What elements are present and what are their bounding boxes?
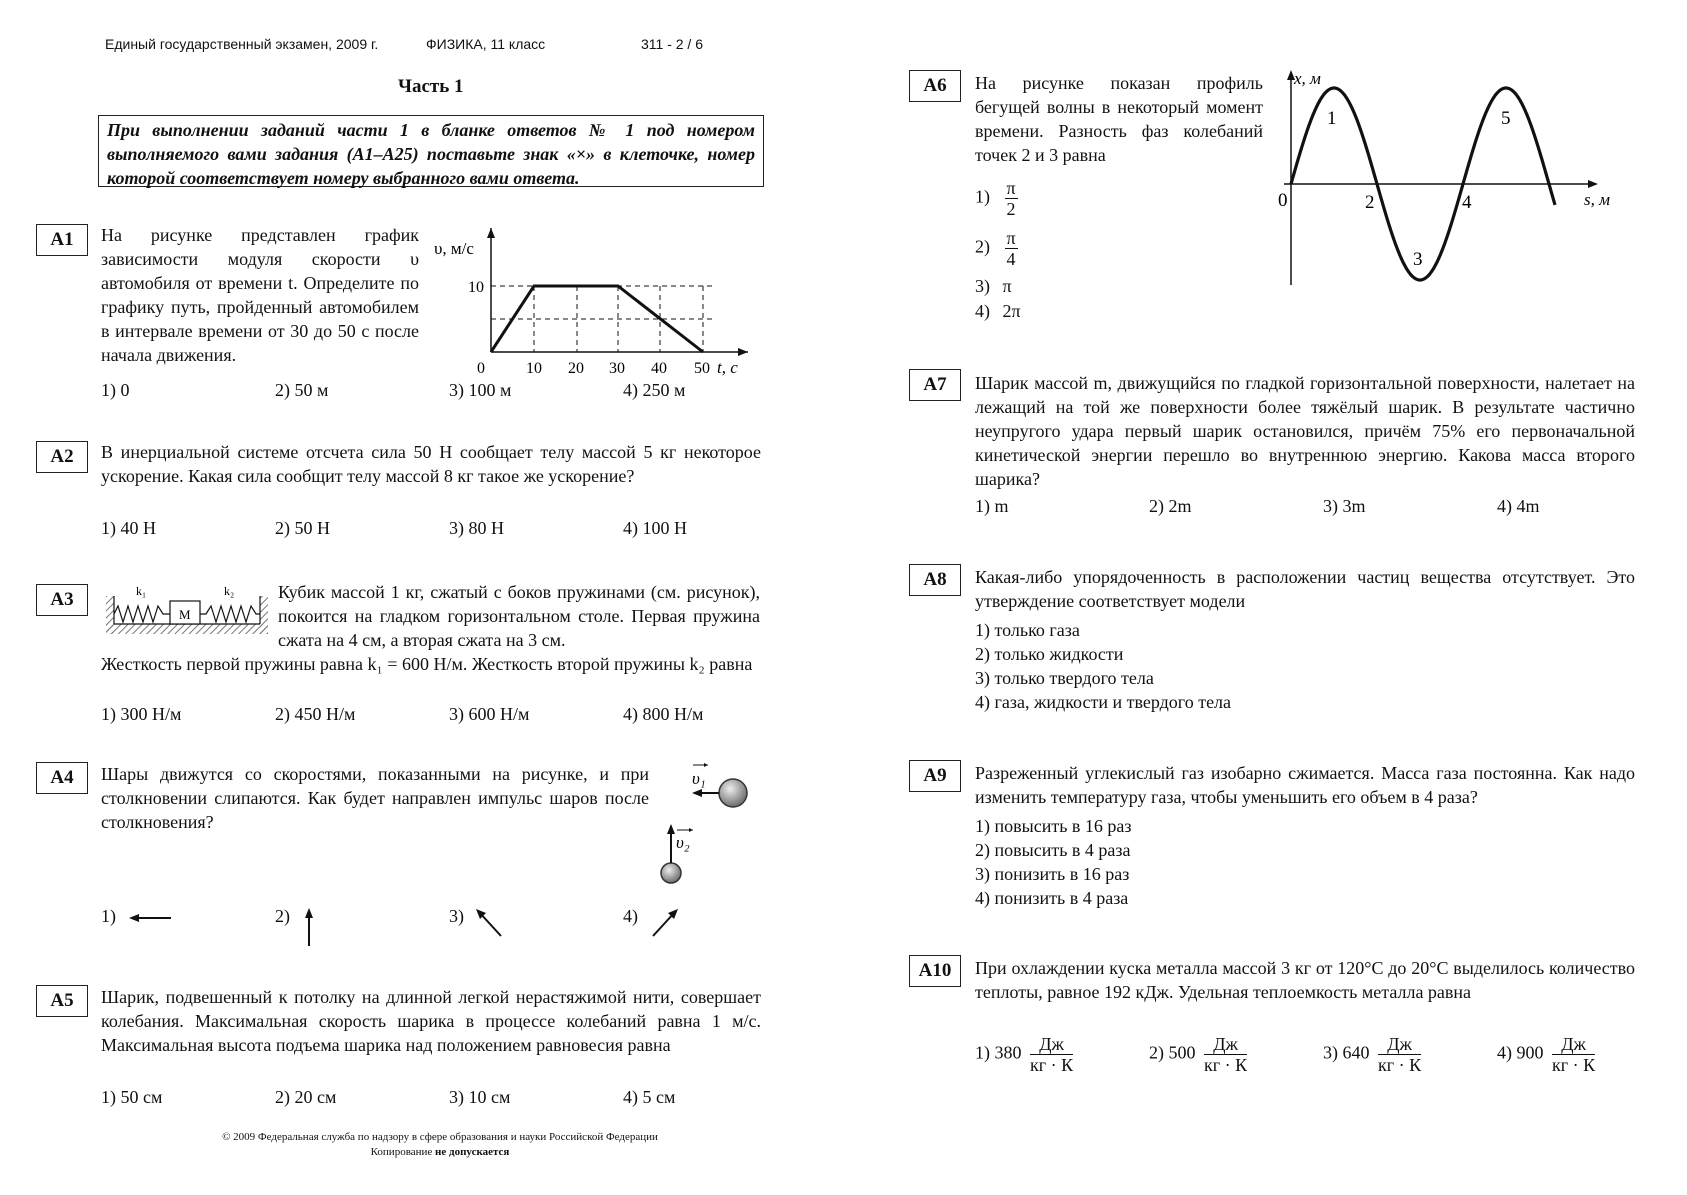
unit-fraction: $\frac{Дж}{кг \cdot К}$ bbox=[1030, 1034, 1074, 1075]
option-a10-3[interactable] bbox=[1323, 1034, 1421, 1075]
question-label-a6: А6 bbox=[909, 70, 961, 102]
footer-copy-bold: не допускается bbox=[435, 1146, 510, 1158]
question-label-a5: А5 bbox=[36, 985, 88, 1017]
option-number: 4) bbox=[975, 301, 990, 321]
option-a7-3[interactable]: 3) 3m bbox=[1323, 496, 1366, 516]
question-text-a4: Шары движутся со скоростями, показанными на рисунке, и при столкновении слипаются. Как будет направлен импульс шаров после столкновения? bbox=[101, 764, 649, 832]
question-text-a7: Шарик массой m, движущийся по гладкой горизонтальной поверхности, налетает на лежащий на той же поверхности более тяжёлый шарик. В результате частично неупругого удара первый шарик остановился, причём 75% его первоначальной кинетической энергии перешло во внутреннюю энергию. Какова масса второго шарика? bbox=[975, 373, 1635, 489]
arrow-up-left-icon bbox=[473, 906, 507, 940]
question-label-a10: А10 bbox=[909, 955, 961, 987]
graph-xtick: 30 bbox=[609, 360, 625, 377]
option-a5-1[interactable]: 1) 50 см bbox=[101, 1087, 163, 1107]
graph-xtick: 10 bbox=[526, 360, 542, 377]
option-value: 1) 380 bbox=[975, 1042, 1022, 1063]
option-a6-4[interactable]: 4) 2π bbox=[975, 301, 1021, 321]
unit-fraction: $\frac{Дж}{кг \cdot К}$ bbox=[1204, 1034, 1248, 1075]
springs-figure bbox=[104, 584, 270, 636]
option-number: 3) bbox=[975, 276, 990, 296]
question-text-a2: В инерциальной системе отсчета сила 50 Н сообщает телу массой 5 кг некоторое ускорение. Какая сила сообщит телу массой 8 кг такое же ускорение? bbox=[101, 442, 761, 486]
option-number: 4) bbox=[623, 906, 638, 926]
wave-point-5: 5 bbox=[1501, 108, 1511, 129]
option-number: 1) bbox=[101, 906, 116, 926]
arrow-up-right-icon bbox=[647, 906, 681, 940]
option-a4-3[interactable] bbox=[449, 906, 507, 940]
option-a3-2[interactable]: 2) 450 Н/м bbox=[275, 704, 356, 724]
option-a6-2[interactable] bbox=[975, 228, 1018, 269]
option-a9-2[interactable]: 2) повысить в 4 раза bbox=[975, 840, 1131, 860]
option-value: 3) 640 bbox=[1323, 1042, 1370, 1063]
footer-copy-note: Копирование не допускается bbox=[370, 1146, 510, 1158]
question-text-a6: На рисунке показан профиль бегущей волны в некоторый момент времени. Разность фаз колебаний точек 2 и 3 равна bbox=[975, 73, 1263, 165]
option-a5-3[interactable]: 3) 10 см bbox=[449, 1087, 511, 1107]
option-a9-3[interactable]: 3) понизить в 16 раз bbox=[975, 864, 1130, 884]
graph-xtick: 40 bbox=[651, 360, 667, 377]
option-a7-1[interactable]: 1) m bbox=[975, 496, 1009, 516]
fraction: $\frac{\pi}{4}$ bbox=[1006, 228, 1016, 269]
option-a9-4[interactable]: 4) понизить в 4 раза bbox=[975, 888, 1129, 908]
option-a3-4[interactable]: 4) 800 Н/м bbox=[623, 704, 704, 724]
graph-xtick: 50 bbox=[694, 360, 710, 377]
header-subject: ФИЗИКА, 11 класс bbox=[426, 36, 546, 52]
part-title: Часть 1 bbox=[398, 76, 464, 97]
graph-xtick: 20 bbox=[568, 360, 584, 377]
question-label-a4: А4 bbox=[36, 762, 88, 794]
option-a10-2[interactable] bbox=[1149, 1034, 1247, 1075]
velocity-v1-label: υ₁ bbox=[692, 769, 706, 788]
option-a4-4[interactable] bbox=[623, 906, 681, 940]
option-a1-1[interactable]: 1) 0 bbox=[101, 380, 130, 400]
wave-profile-graph bbox=[1268, 66, 1628, 291]
option-a1-4[interactable]: 4) 250 м bbox=[623, 380, 686, 400]
velocity-v2-label: υ₂ bbox=[676, 833, 690, 852]
wave-point-4: 4 bbox=[1462, 192, 1472, 213]
question-label-a7: А7 bbox=[909, 369, 961, 401]
header-exam: Единый государственный экзамен, 2009 г. bbox=[105, 36, 379, 52]
option-a2-1[interactable]: 1) 40 Н bbox=[101, 518, 156, 538]
graph-ytick: 10 bbox=[468, 279, 484, 296]
question-text-a10: При охлаждении куска металла массой 3 кг от 120°С до 20°С выделилось количество теплоты, равное 192 кДж. Удельная теплоемкость металла равна bbox=[975, 958, 1635, 1002]
colliding-balls-figure bbox=[648, 758, 763, 894]
option-a6-3[interactable]: 3) π bbox=[975, 276, 1012, 296]
option-a2-2[interactable]: 2) 50 Н bbox=[275, 518, 330, 538]
spring-k1-label: k₁ bbox=[136, 584, 147, 598]
option-a7-4[interactable]: 4) 4m bbox=[1497, 496, 1540, 516]
option-number: 2) bbox=[275, 906, 290, 926]
option-a3-3[interactable]: 3) 600 Н/м bbox=[449, 704, 530, 724]
option-a6-1[interactable] bbox=[975, 178, 1018, 219]
option-a4-2[interactable] bbox=[275, 906, 319, 948]
option-number: 3) bbox=[449, 906, 464, 926]
option-a5-2[interactable]: 2) 20 см bbox=[275, 1087, 337, 1107]
question-text-a3-cont: Жесткость первой пружины равна k₁ = 600 Н/м. Жесткость второй пружины k₂ равна bbox=[101, 654, 753, 674]
option-a1-2[interactable]: 2) 50 м bbox=[275, 380, 329, 400]
option-a8-1[interactable]: 1) только газа bbox=[975, 620, 1080, 640]
question-label-a9: А9 bbox=[909, 760, 961, 792]
option-a10-4[interactable] bbox=[1497, 1034, 1595, 1075]
option-a8-2[interactable]: 2) только жидкости bbox=[975, 644, 1124, 664]
question-text-a8: Какая-либо упорядоченность в расположении частиц вещества отсутствует. Это утверждение соответствует модели bbox=[975, 567, 1635, 611]
option-a7-2[interactable]: 2) 2m bbox=[1149, 496, 1192, 516]
question-label-a8: А8 bbox=[909, 564, 961, 596]
option-a1-3[interactable]: 3) 100 м bbox=[449, 380, 512, 400]
question-text-a1: На рисунке представлен график зависимости модуля скорости υ автомобиля от времени t. Определите по графику путь, пройденный автомобилем в интервале времени от 30 до 50 с после начала движения. bbox=[101, 225, 419, 365]
option-a8-3[interactable]: 3) только твердого тела bbox=[975, 668, 1154, 688]
option-a10-1[interactable] bbox=[975, 1034, 1073, 1075]
fraction: $\frac{\pi}{2}$ bbox=[1006, 178, 1016, 219]
option-a4-1[interactable] bbox=[101, 906, 173, 927]
arrow-up-icon bbox=[299, 906, 319, 948]
wave-xlabel: s, м bbox=[1584, 190, 1610, 209]
arrow-left-icon bbox=[127, 911, 173, 925]
instruction-box: При выполнении заданий части 1 в бланке ответов № 1 под номером выполняемого вами задания (А1–А25) поставьте знак «×» в клеточке, номер которой соответствует номеру выбранного вами ответа. bbox=[98, 115, 764, 187]
wave-point-0: 0 bbox=[1278, 190, 1288, 211]
spring-k2-label: k₂ bbox=[224, 584, 235, 598]
footer-copyright: © 2009 Федеральная служба по надзору в сфере образования и науки Российской Федерации bbox=[222, 1131, 658, 1143]
option-value: 2) 500 bbox=[1149, 1042, 1196, 1063]
question-text-a5: Шарик, подвешенный к потолку на длинной легкой нерастяжимой нити, совершает колебания. Максимальная скорость шарика в процессе колебаний равна 1 м/с. Максимальная высота подъема шарика над положением равновесия равна bbox=[101, 987, 761, 1055]
header-code: 311 - 2 / 6 bbox=[641, 36, 704, 52]
option-a2-3[interactable]: 3) 80 Н bbox=[449, 518, 504, 538]
option-value: 4) 900 bbox=[1497, 1042, 1544, 1063]
unit-fraction: $\frac{Дж}{кг \cdot К}$ bbox=[1378, 1034, 1422, 1075]
graph-xtick: 0 bbox=[477, 360, 485, 377]
question-label-a1: А1 bbox=[36, 224, 88, 256]
option-a3-1[interactable]: 1) 300 Н/м bbox=[101, 704, 182, 724]
option-a9-1[interactable]: 1) повысить в 16 раз bbox=[975, 816, 1132, 836]
question-label-a3: А3 bbox=[36, 584, 88, 616]
wave-point-3: 3 bbox=[1413, 249, 1423, 270]
question-text-a3: Кубик массой 1 кг, сжатый с боков пружинами (см. рисунок), покоится на гладком горизонтальном столе. Первая пружина сжата на 4 см, а вторая сжата на 3 см. bbox=[278, 582, 760, 650]
option-number: 2) bbox=[975, 236, 990, 257]
wave-ylabel: x, м bbox=[1294, 69, 1321, 88]
wave-point-1: 1 bbox=[1327, 108, 1337, 129]
option-a5-4[interactable]: 4) 5 см bbox=[623, 1087, 676, 1107]
option-a8-4[interactable]: 4) газа, жидкости и твердого тела bbox=[975, 692, 1232, 712]
wave-point-2: 2 bbox=[1365, 192, 1375, 213]
option-a2-4[interactable]: 4) 100 Н bbox=[623, 518, 687, 538]
velocity-time-graph bbox=[428, 222, 758, 382]
cube-mass-label: M bbox=[179, 607, 191, 622]
graph-ylabel: υ, м/с bbox=[434, 239, 474, 258]
question-label-a2: А2 bbox=[36, 441, 88, 473]
question-text-a9: Разреженный углекислый газ изобарно сжимается. Масса газа постоянна. Как надо изменить температуру газа, чтобы уменьшить его объем в 4 раза? bbox=[975, 763, 1635, 807]
option-number: 1) bbox=[975, 186, 990, 207]
graph-xlabel: t, с bbox=[717, 358, 738, 377]
unit-fraction: $\frac{Дж}{кг \cdot К}$ bbox=[1552, 1034, 1596, 1075]
